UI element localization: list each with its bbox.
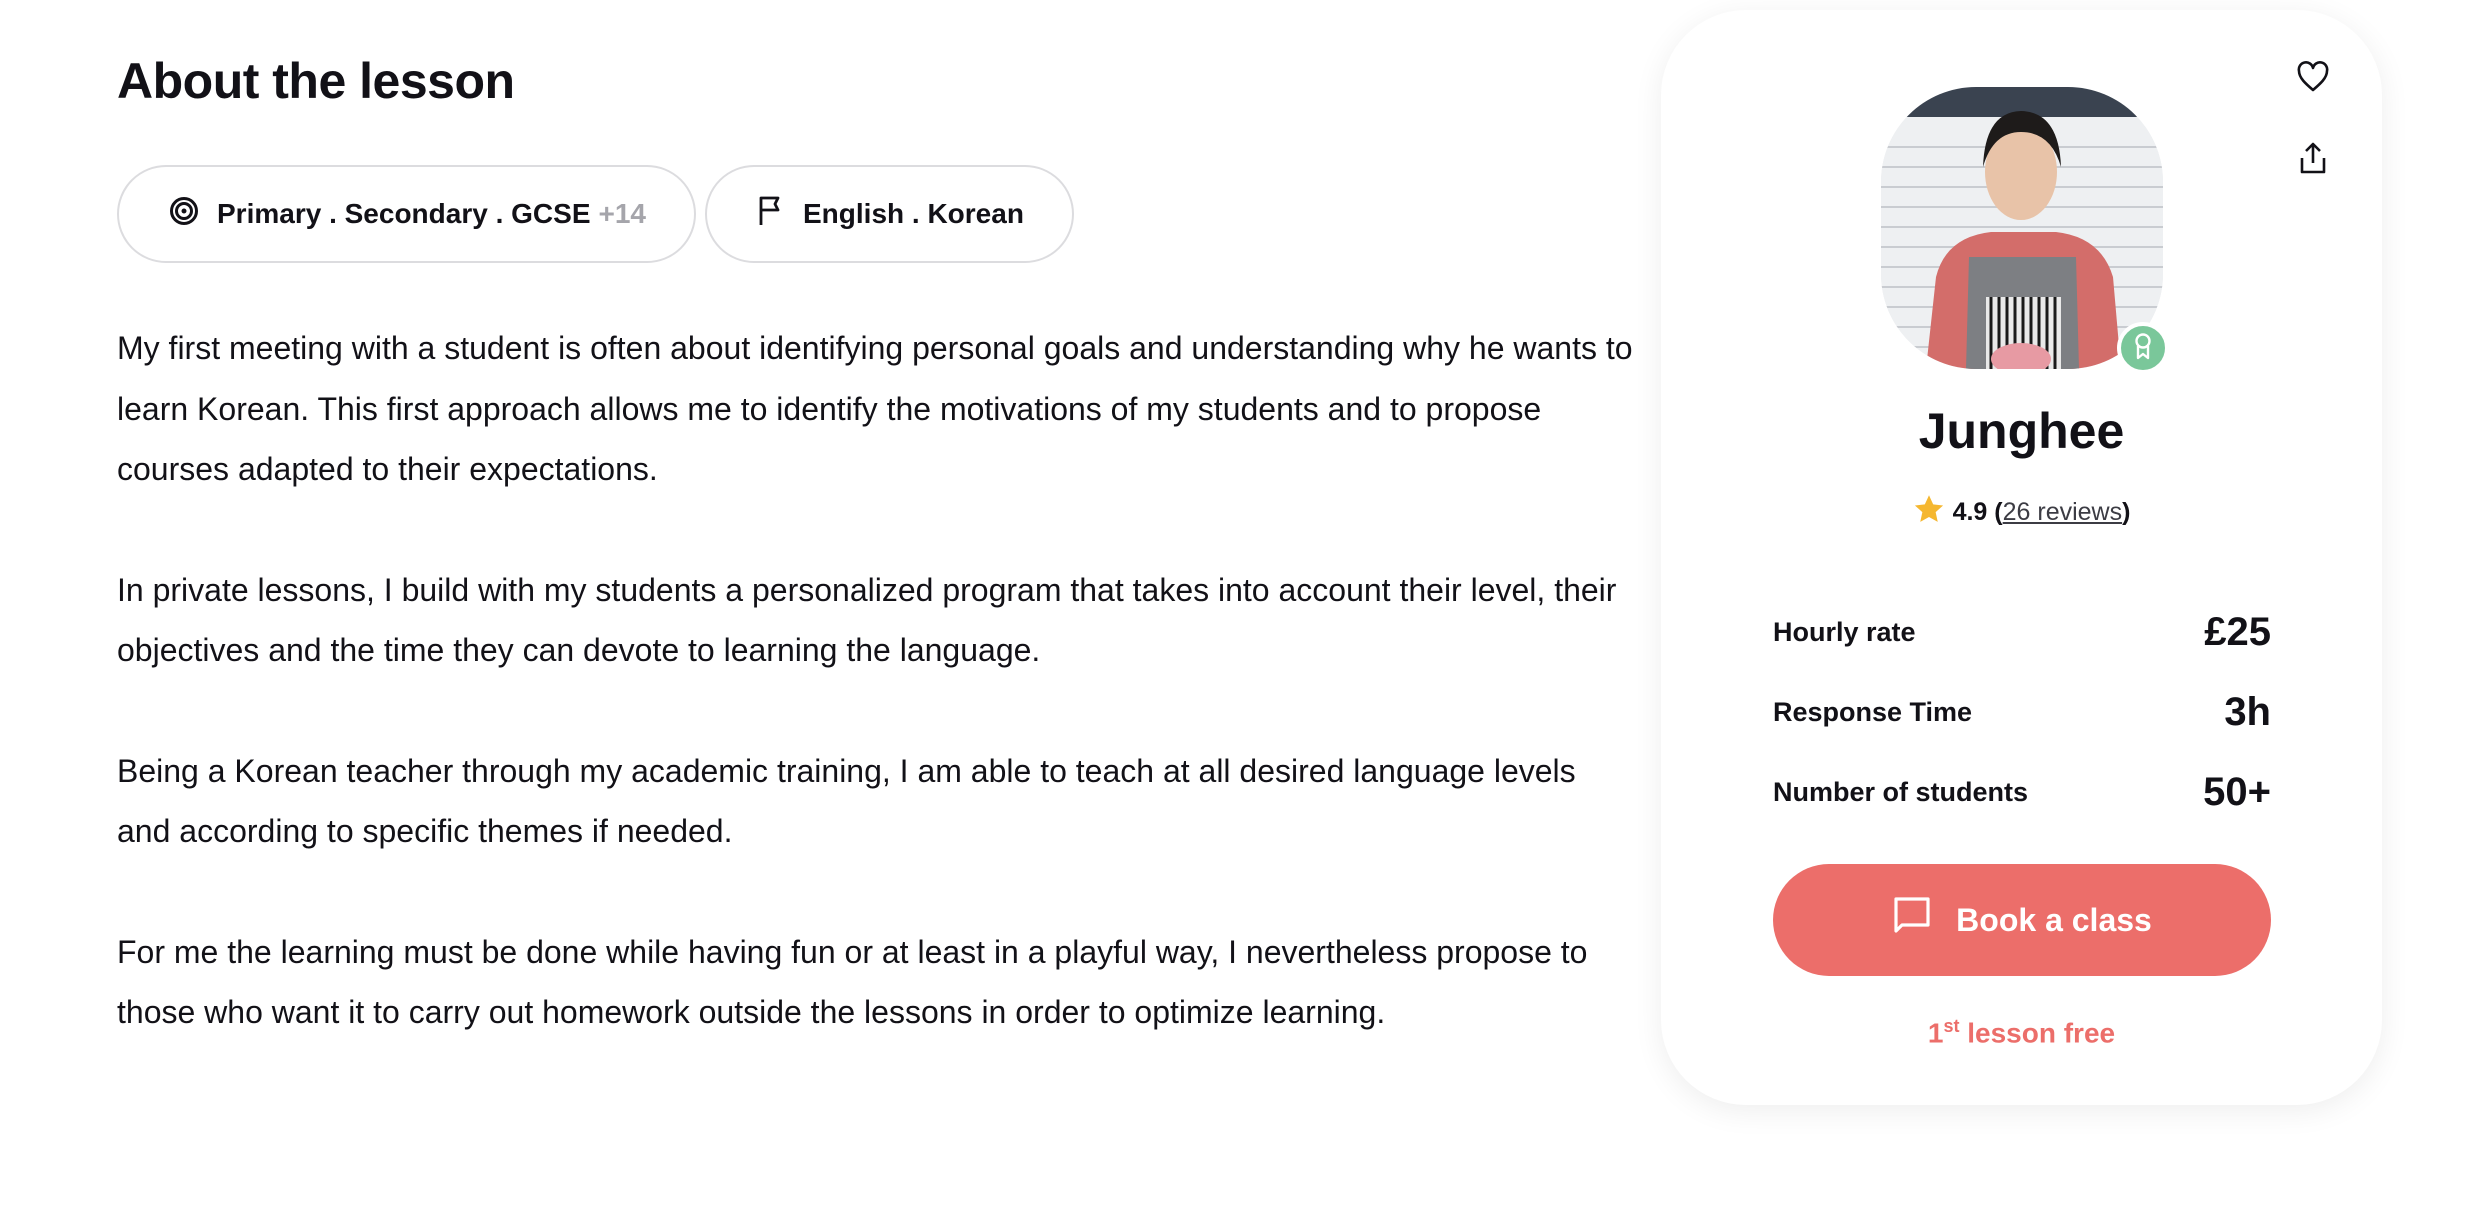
stat-row-students	[1773, 770, 2271, 815]
verified-badge	[2117, 322, 2169, 374]
tutor-avatar[interactable]	[1881, 87, 2163, 369]
stat-label: Hourly rate	[1773, 617, 1916, 647]
tutor-card	[1661, 10, 2382, 1105]
levels-more-count: +14	[598, 198, 646, 229]
favorite-button[interactable]	[2291, 57, 2335, 101]
target-icon	[169, 196, 199, 233]
award-icon	[2132, 332, 2154, 365]
book-class-button[interactable]	[1773, 864, 2271, 976]
levels-label: Primary . Secondary . GCSE	[217, 198, 591, 229]
lesson-tags	[117, 165, 1074, 263]
languages-chip[interactable]	[705, 165, 1074, 263]
stat-value: £25	[2204, 610, 2271, 654]
tutor-rating: 4.9 (26 reviews)	[1661, 494, 2382, 531]
share-button[interactable]	[2291, 138, 2335, 182]
rating-value: 4.9	[1952, 498, 1988, 526]
free-prefix: 1	[1927, 1017, 1944, 1049]
description-paragraph: My first meeting with a student is often about identifying personal goals and understanding why he wants to learn Korean. This first approach allows me to identify the motivations of my students and to propose courses adapted to their expectations.	[117, 330, 1633, 487]
stat-row-hourly-rate	[1773, 610, 2271, 655]
tutor-photo	[1881, 87, 2163, 369]
stat-row-response-time	[1773, 690, 2271, 735]
levels-chip[interactable]	[117, 165, 696, 263]
first-lesson-free	[1661, 1016, 2382, 1049]
languages-label: English . Korean	[803, 198, 1024, 229]
section-title: About the lesson	[117, 53, 515, 109]
book-class-label: Book a class	[1956, 901, 2152, 938]
description-paragraph: For me the learning must be done while having fun or at least in a playful way, I nevertheless propose to those who want it to carry out homework outside the lessons in order to optimize learning.	[117, 933, 1588, 1030]
stat-label: Number of students	[1773, 777, 2029, 807]
tutor-name: Junghee	[1918, 403, 2125, 459]
star-icon	[1913, 494, 1945, 531]
stat-label: Response Time	[1773, 697, 1973, 727]
share-icon	[2298, 141, 2328, 180]
flag-icon	[757, 195, 785, 234]
stat-value: 3h	[2224, 690, 2271, 734]
free-sup: st	[1943, 1016, 1960, 1036]
description-paragraph: In private lessons, I build with my students a personalized program that takes into account their level, their objectives and the time they can devote to learning the language.	[117, 571, 1617, 668]
chat-bubble-icon	[1892, 895, 1934, 945]
lesson-description	[117, 318, 1637, 1103]
free-suffix: lesson free	[1959, 1017, 2116, 1049]
heart-icon	[2296, 61, 2330, 98]
description-paragraph: Being a Korean teacher through my academic training, I am able to teach at all desired language levels and according to specific themes if needed.	[117, 752, 1576, 849]
reviews-link[interactable]: 26 reviews	[2002, 498, 2123, 526]
stat-value: 50+	[2203, 770, 2271, 814]
